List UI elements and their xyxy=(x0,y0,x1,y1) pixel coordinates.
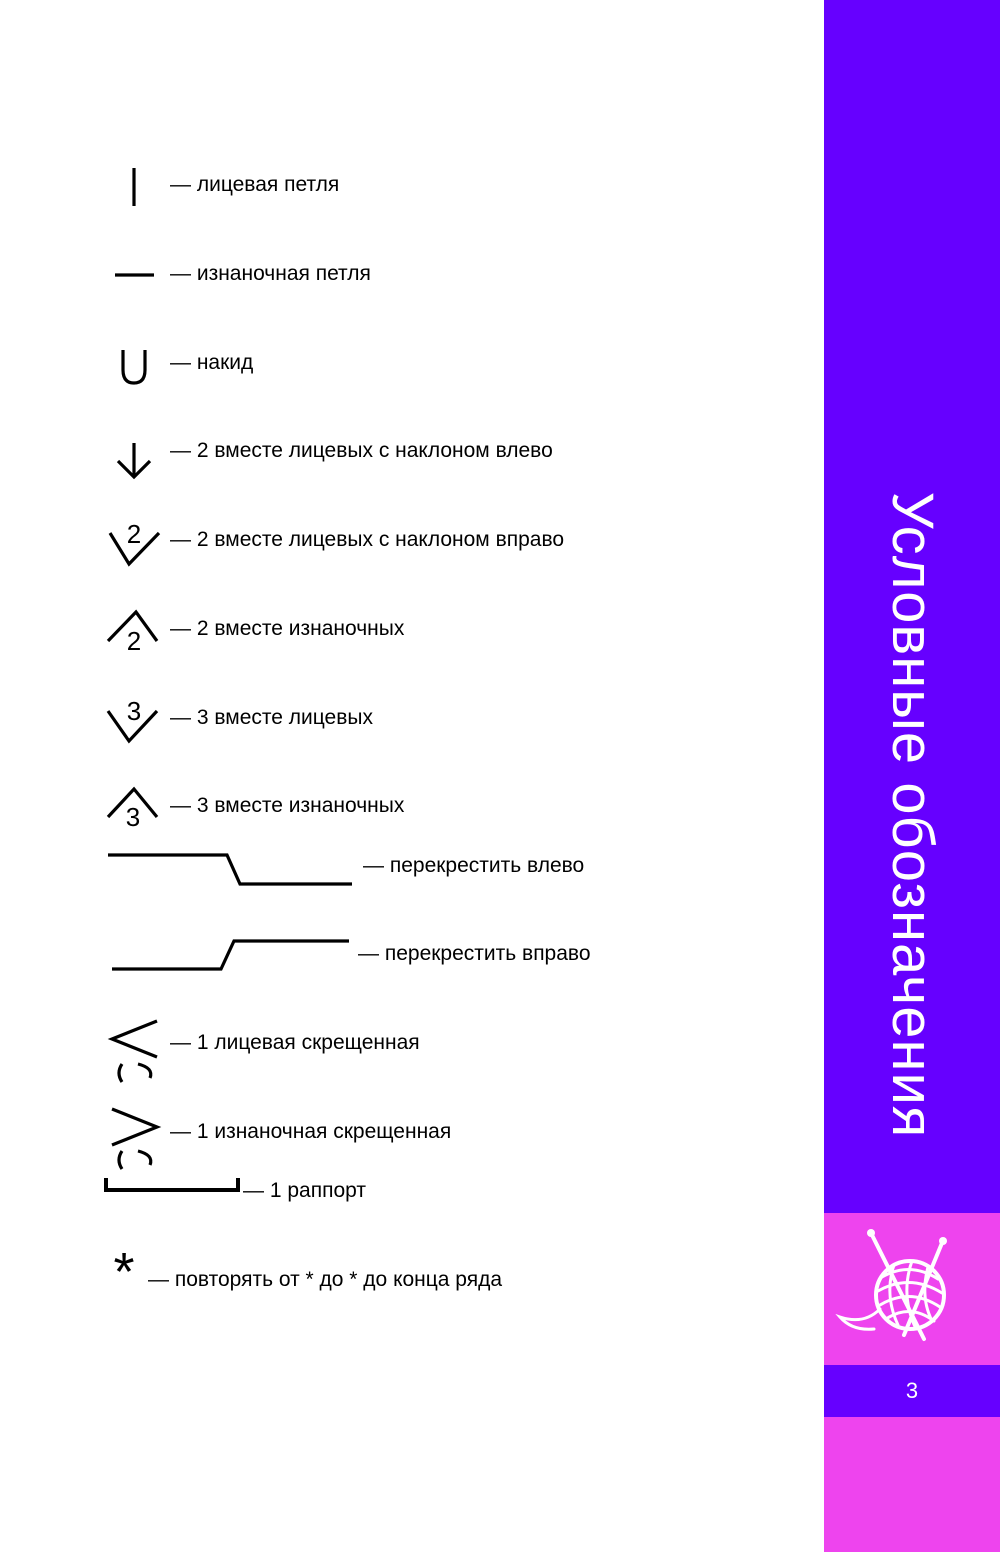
label-yarn-over: — накид xyxy=(170,351,254,374)
label-p3tog: — 3 вместе изнаночных xyxy=(170,794,405,817)
k2tog-left-icon xyxy=(118,443,150,477)
label-cross-left: — перекрестить влево xyxy=(363,854,585,877)
label-k2tog-left: — 2 вместе лицевых с наклоном влево xyxy=(170,439,553,462)
sidebar xyxy=(824,0,1000,1552)
label-k2tog-right: — 2 вместе лицевых с наклоном вправо xyxy=(170,528,565,551)
cross-right-icon xyxy=(112,941,349,969)
label-purl-stitch: — изнаночная петля xyxy=(170,262,371,285)
label-k3tog: — 3 вместе лицевых xyxy=(170,706,373,729)
sidebar-bottom-band xyxy=(824,1417,1000,1552)
repeat-bracket-icon xyxy=(106,1178,238,1190)
p3tog-number: 3 xyxy=(125,802,141,832)
k3tog-number: 3 xyxy=(126,696,142,726)
asterisk-symbol: * xyxy=(113,1242,135,1302)
k2tog-right-number: 2 xyxy=(126,519,142,549)
cross-left-icon xyxy=(108,855,352,884)
yarn-over-icon xyxy=(123,350,145,383)
section-title: Условные обозначения xyxy=(880,491,945,1139)
twisted-knit-icon xyxy=(112,1021,157,1082)
page-number: 3 xyxy=(905,1378,919,1403)
label-asterisk: — повторять от * до * до конца ряда xyxy=(148,1268,503,1291)
label-twisted-knit: — 1 лицевая скрещенная xyxy=(170,1031,420,1054)
p2tog-number: 2 xyxy=(126,626,142,656)
twisted-purl-icon xyxy=(112,1109,157,1169)
label-twisted-purl: — 1 изнаночная скрещенная xyxy=(170,1120,452,1143)
label-p2tog: — 2 вместе изнаночных xyxy=(170,617,405,640)
yarn-ball-needles-icon xyxy=(824,1213,1000,1365)
label-knit-stitch: — лицевая петля xyxy=(170,173,340,196)
label-repeat: — 1 раппорт xyxy=(243,1179,366,1202)
label-cross-right: — перекрестить вправо xyxy=(358,942,591,965)
